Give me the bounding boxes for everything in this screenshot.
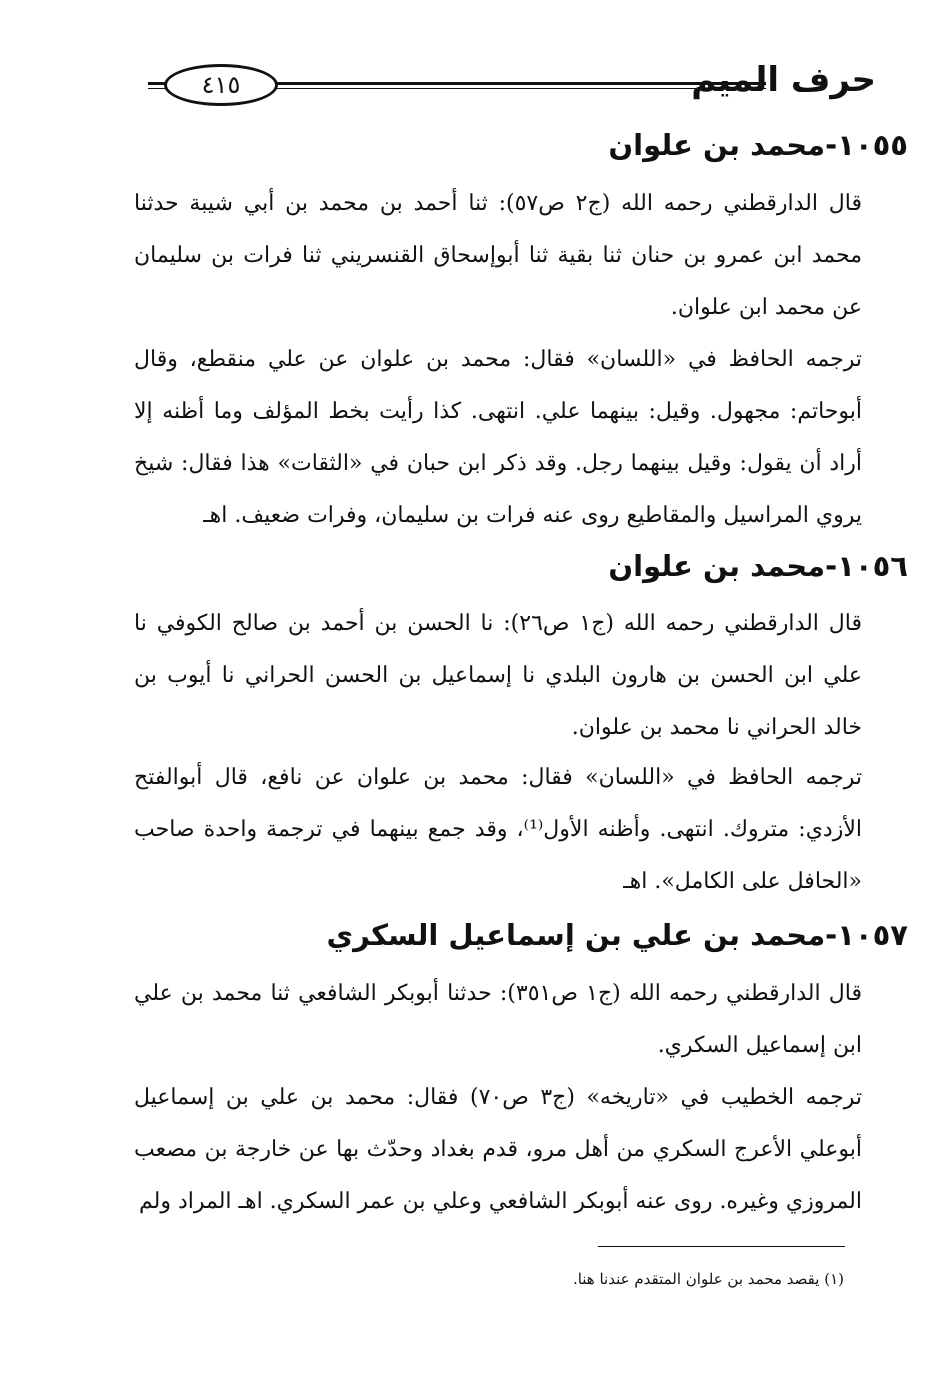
entry-1057-paragraph-2: ترجمه الخطيب في «تاريخه» (ج٣ ص٧٠) فقال: محمد بن علي بن إسماعيل أبوعلي الأعرج السكري من أهل مرو، قدم بغداد وحدّث بها عن خارجة بن مصعب المروزي وغيره. روى عنه أبوبكر الشافعي وعلي بن عمر السكري. اهـ المراد ولم	[134, 1085, 863, 1214]
entry-title-1055: ١٠٥٥-محمد بن علوان	[608, 128, 908, 162]
page-header	[118, 58, 876, 108]
footnote: (١) يقصد محمد بن علوان المتقدم عندنا هنا.	[572, 1270, 844, 1288]
page-number: ٤١٥	[201, 71, 241, 99]
entry-title-1056: ١٠٥٦-محمد بن علوان	[608, 549, 908, 583]
chapter-title: حرف الميم	[691, 60, 876, 100]
footnote-divider	[598, 1246, 845, 1247]
entry-1055-paragraph-2: ترجمه الحافظ في «اللسان» فقال: محمد بن علوان عن علي منقطع، وقال أبوحاتم: مجهول. وقيل: بينهما علي. انتهى. كذا رأيت بخط المؤلف وما أظنه إلا أراد أن يقول: وقيل بينهما رجل. وقد ذكر ابن حبان في «الثقات» هذا فقال: شيخ يروي المراسيل والمقاطيع روى عنه فرات بن سليمان، وفرات ضعيف. اهـ	[134, 347, 862, 528]
entry-1057-paragraph-1: قال الدارقطني رحمه الله (ج١ ص٣٥١): حدثنا أبوبكر الشافعي ثنا محمد بن علي ابن إسماعيل السكري.	[134, 981, 863, 1058]
entry-1055-paragraph-1: قال الدارقطني رحمه الله (ج٢ ص٥٧): ثنا أحمد بن محمد بن أبي شيبة حدثنا محمد ابن عمرو بن حنان ثنا بقية ثنا أبوإسحاق القنسريني ثنا فرات بن سليمان عن محمد ابن علوان.	[134, 191, 862, 320]
page-number-oval	[164, 64, 278, 106]
entry-1056-paragraph-2: ترجمه الحافظ في «اللسان» فقال: محمد بن علوان عن نافع، قال أبوالفتح الأزدي: متروك. انتهى. وأظنه الأول⁽¹⁾، وقد جمع بينهما في ترجمة واحدة صاحب «الحافل على الكامل». اهـ	[134, 765, 863, 894]
entry-1056-paragraph-1: قال الدارقطني رحمه الله (ج١ ص٢٦): نا الحسن بن أحمد بن صالح الكوفي نا علي ابن الحسن بن هارون البلدي نا إسماعيل بن الحسن الحراني نا أيوب بن خالد الحراني نا محمد بن علوان.	[134, 611, 862, 740]
entry-title-1057: ١٠٥٧-محمد بن علي بن إسماعيل السكري	[326, 918, 908, 952]
